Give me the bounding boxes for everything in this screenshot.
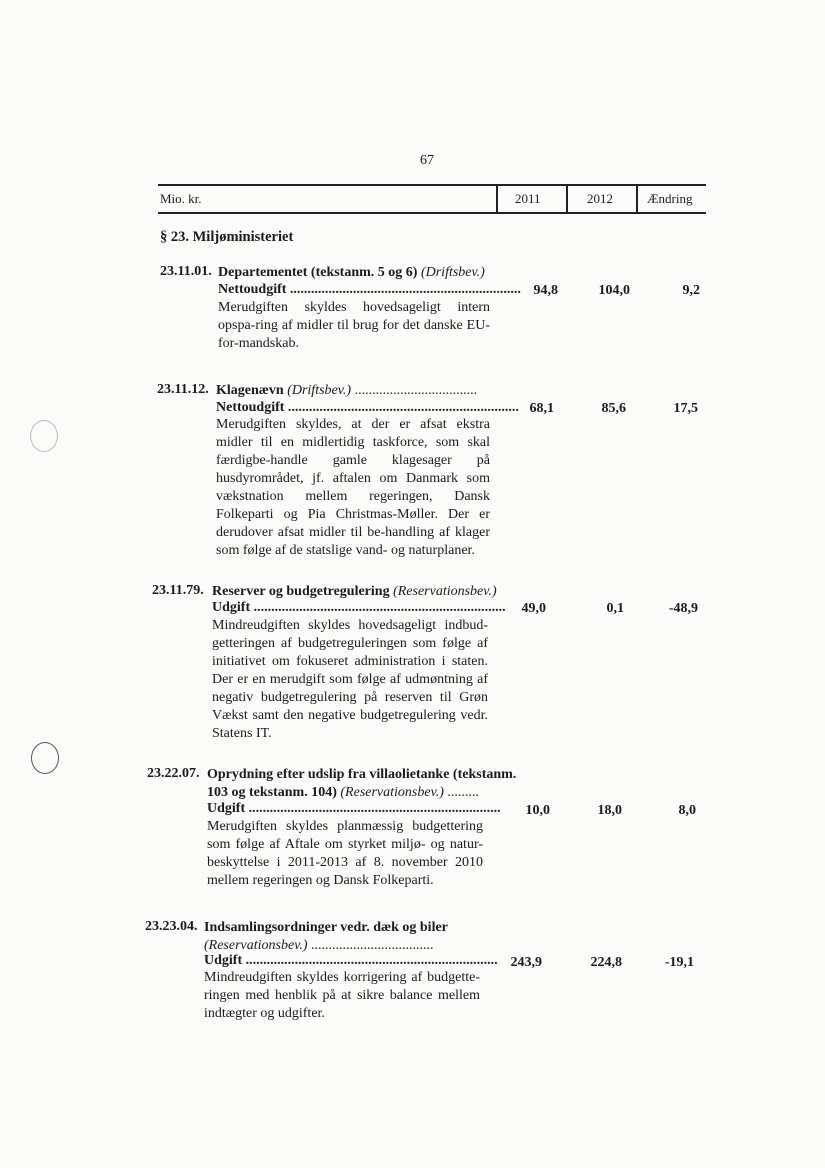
account-title-appropriation: (Reservationsbev.) [340, 785, 444, 800]
account-title-main: Departementet (tekstanm. 5 og 6) [218, 265, 418, 280]
leader-dots: ................................... [351, 383, 478, 398]
value-2012: 85,6 [601, 401, 626, 416]
account-title-appropriation: (Driftsbev.) [420, 265, 485, 280]
leader-dots: ................................... [307, 938, 434, 953]
leader-dots: ......... [443, 785, 479, 800]
section-title: § 23. Miljøministeriet [160, 229, 294, 245]
explanation-text: Merudgiften skyldes, at der er afsat ekstra midler til en midlertidig taskforce, som skal færdigbe-handle gamle klagesager på husdyrområdet, jf. aftalen om Danmark som vækstnation mellem regeringen, Dansk Folkeparti og Pia Christmas-Møller. Der er derudover afsat midler til be-handling af klager som følge af de statslige vand- og naturplaner. [216, 417, 490, 558]
page-number: 67 [420, 153, 434, 168]
account-title [204, 919, 489, 955]
punch-hole-mark [31, 742, 59, 774]
line-label: Nettoudgift .................................................................. [216, 400, 519, 415]
line-label: Udgift ........................................................................ [207, 801, 501, 816]
explanation-text: Merudgiften skyldes hovedsageligt intern opspa-ring af midler til brug for det danske EU-for-mandskab. [218, 300, 490, 351]
explanation-text: Mindreudgiften skyldes korrigering af budgette-ringen med henblik på at sikre balance mellem indtægter og udgifter. [204, 970, 480, 1021]
value-change: 17,5 [673, 401, 698, 416]
value-2012: 18,0 [597, 803, 622, 818]
account-title-appropriation: (Driftsbev.) [287, 383, 352, 398]
explanation-text: Merudgiften skyldes planmæssig budgettering som følge af Aftale om styrket miljø- og natur-beskyttelse i 2011-2013 af 8. november 2010 mellem regeringen og Dansk Folkeparti. [207, 819, 483, 888]
unit-label: Mio. kr. [160, 191, 202, 206]
line-label: Nettoudgift .................................................................. [218, 282, 521, 297]
value-2011: 68,1 [529, 401, 554, 416]
account-code: 23.11.12. [157, 382, 209, 397]
column-header-2012: 2012 [587, 191, 613, 206]
header-top-rule [158, 184, 706, 186]
column-header-2011: 2011 [515, 191, 541, 206]
value-change: 8,0 [678, 803, 696, 818]
account-title [207, 766, 527, 802]
value-2012: 0,1 [606, 601, 624, 616]
account-title-appropriation: (Reservationsbev.) [393, 584, 497, 599]
value-2012: 104,0 [598, 283, 630, 298]
account-code: 23.11.01. [160, 264, 212, 279]
account-title [212, 583, 512, 601]
account-title [216, 382, 506, 400]
account-title-appropriation: (Reservationsbev.) [204, 938, 308, 953]
account-title-main: Oprydning efter udslip fra villaolietanke (tekstanm. 103 og tekstanm. 104) [207, 767, 517, 800]
account-code: 23.23.04. [145, 919, 198, 934]
value-2011: 10,0 [525, 803, 550, 818]
account-title-main: Indsamlingsordninger vedr. dæk og biler [204, 920, 448, 935]
account-title [218, 264, 508, 282]
line-label: Udgift ........................................................................ [204, 953, 498, 968]
header-divider [636, 185, 638, 213]
punch-hole-mark [30, 420, 58, 452]
account-title-main: Reserver og budgetregulering [212, 584, 390, 599]
line-label: Udgift ........................................................................ [212, 600, 506, 615]
header-divider [496, 185, 498, 213]
account-code: 23.22.07. [147, 766, 200, 781]
value-2011: 243,9 [510, 955, 542, 970]
value-2011: 49,0 [521, 601, 546, 616]
value-change: -48,9 [668, 601, 698, 616]
header-bottom-rule [158, 212, 706, 214]
account-title-main: Klagenævn [216, 383, 284, 398]
value-2012: 224,8 [590, 955, 622, 970]
value-change: -19,1 [664, 955, 694, 970]
explanation-text: Mindreudgiften skyldes hovedsageligt indbud-getteringen af budgetreguleringen som følge af initiativet om fokuseret administration i staten. Der er en merudgift som følge af udmøntning af negativ budgetregulering på reserven til Grøn Vækst samt den negative budgetregulering vedr. Statens IT. [212, 618, 488, 741]
value-2011: 94,8 [533, 283, 558, 298]
value-change: 9,2 [682, 283, 700, 298]
header-divider [566, 185, 568, 213]
column-header-change: Ændring [647, 191, 693, 206]
account-code: 23.11.79. [152, 583, 204, 598]
